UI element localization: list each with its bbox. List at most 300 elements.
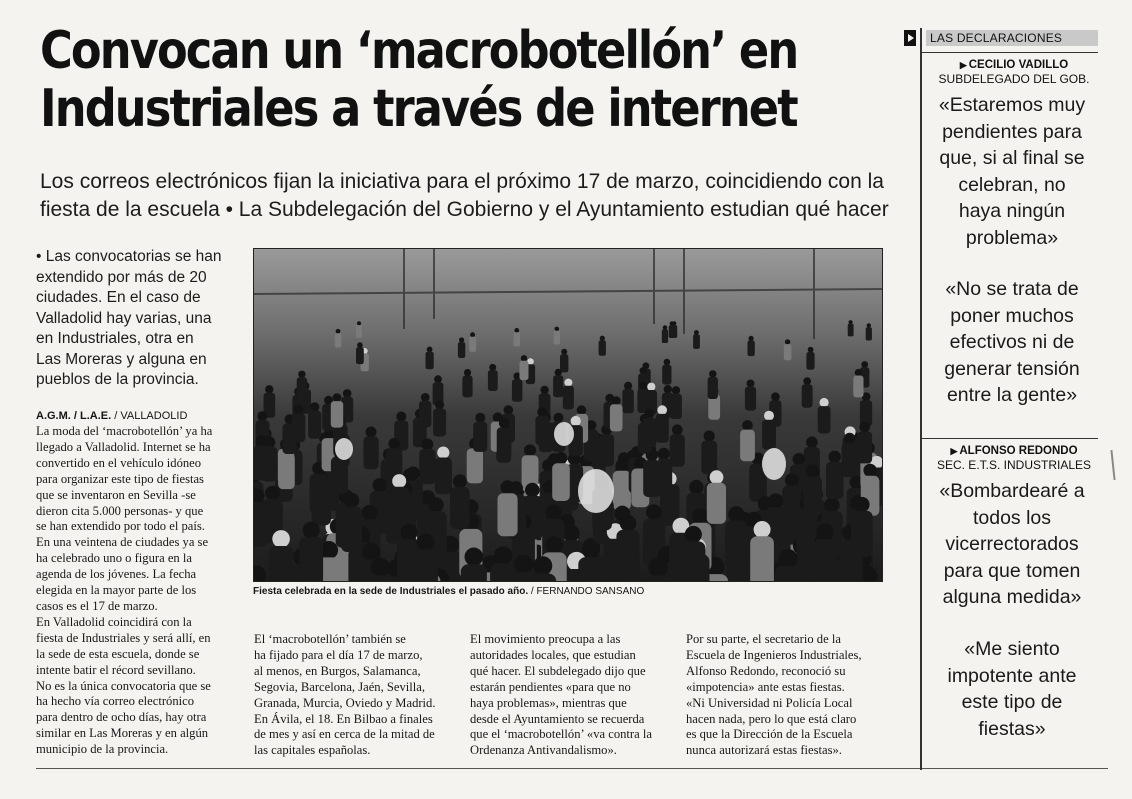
crowd-figure bbox=[504, 405, 514, 415]
crowd-figure-body bbox=[866, 327, 872, 340]
crowd-figure bbox=[555, 327, 560, 332]
crowd-figure-body bbox=[708, 377, 718, 399]
crowd-figure-body bbox=[613, 471, 631, 510]
crowd-figure bbox=[647, 383, 655, 391]
crowd-figure bbox=[768, 493, 783, 508]
crowd-figure-body bbox=[462, 376, 472, 398]
crowd-figure-body bbox=[553, 375, 563, 397]
crowd-figure bbox=[499, 418, 509, 428]
crowd-figure-body bbox=[308, 411, 321, 439]
crowd-figure bbox=[545, 505, 561, 521]
text-line: elegida en la mayor parte de los bbox=[36, 583, 197, 598]
crowd-figure bbox=[806, 465, 819, 478]
crowd-figure-body bbox=[725, 521, 747, 569]
text-line: ha fijado para el día 17 de marzo, bbox=[254, 647, 423, 662]
crowd-figure-body bbox=[784, 344, 792, 360]
crowd-figure-body bbox=[750, 536, 774, 581]
body-column-1 bbox=[36, 424, 248, 758]
body-column-4 bbox=[686, 632, 896, 759]
text-line: las capitales españolas. bbox=[254, 743, 371, 758]
crowd-figure bbox=[453, 474, 467, 488]
crowd-figure bbox=[793, 453, 806, 466]
crowd-figure bbox=[521, 355, 527, 361]
crowd-figure-body bbox=[857, 431, 872, 463]
text-line: es que la Dirección de la Escuela bbox=[686, 727, 853, 742]
subhead-line: Los correos electrónicos fijan la iniciativa para el próximo 17 de marzo, coincidiendo con la bbox=[40, 170, 884, 193]
crowd-figure-body bbox=[802, 384, 813, 408]
byline bbox=[36, 409, 246, 423]
crowd-figure-body bbox=[426, 352, 434, 370]
text-line: para organizar este tipo de fiestas bbox=[36, 471, 204, 486]
text-line: municipio de la provincia. bbox=[36, 742, 169, 757]
crowd-figure-body bbox=[662, 329, 668, 343]
text-line: estarán pendientes «para que no bbox=[470, 679, 631, 694]
crowd-figure-body bbox=[643, 460, 660, 497]
section-marker-icon bbox=[904, 30, 916, 46]
crowd-figure bbox=[646, 504, 662, 520]
crowd-figure-body bbox=[681, 541, 705, 581]
speaker-name: ▶ CECILIO VADILLO bbox=[930, 58, 1098, 72]
crowd-figure-body bbox=[469, 337, 476, 352]
crowd-figure-body bbox=[254, 502, 268, 547]
crowd-figure bbox=[459, 337, 464, 342]
crowd-figure bbox=[388, 438, 400, 450]
headline-line: Convocan un ‘macrobotellón’ en bbox=[40, 21, 798, 81]
text-line: impotente ante bbox=[947, 664, 1077, 687]
crowd-figure bbox=[710, 470, 724, 484]
crowd-figure bbox=[265, 385, 273, 393]
crowd-figure bbox=[747, 380, 755, 388]
text-line: «impotencia» ante estas fiestas. bbox=[686, 679, 845, 694]
crowd-figure bbox=[785, 473, 799, 487]
sidebar-separator bbox=[922, 438, 1098, 439]
crowd-figure bbox=[577, 405, 587, 415]
crowd-figure-body bbox=[643, 418, 657, 448]
crowd-figure bbox=[294, 405, 304, 415]
crowd-figure-body bbox=[297, 377, 307, 399]
body-column-3 bbox=[470, 632, 680, 759]
crowd-figure-body bbox=[258, 446, 274, 481]
byline-authors: A.G.M. / L.A.E. bbox=[36, 410, 112, 422]
crowd-figure bbox=[692, 508, 708, 524]
text-line: para que tomen bbox=[943, 559, 1081, 582]
bottom-rule bbox=[36, 768, 1108, 769]
text-line: de mes y así en cerca de la mitad de bbox=[254, 727, 435, 742]
crowd-figure bbox=[470, 332, 475, 337]
crowd-figure-body bbox=[356, 325, 362, 338]
crowd-figure bbox=[854, 497, 869, 512]
quote-3 bbox=[926, 478, 1098, 611]
crowd-figure bbox=[672, 424, 683, 435]
text-line: se han extendido por todo el país. bbox=[36, 519, 205, 534]
crowd-figure-body bbox=[450, 487, 470, 529]
text-line: dieron cita 5.000 personas- y que bbox=[36, 503, 204, 518]
crowd-figure bbox=[362, 505, 378, 521]
crowd-figure-body bbox=[331, 457, 348, 494]
text-line: poner muchos bbox=[950, 304, 1074, 327]
crowd-figure bbox=[427, 347, 433, 353]
crowd-figure-body bbox=[578, 557, 604, 581]
crowd-figure-body bbox=[637, 389, 648, 413]
sidebar-tag bbox=[904, 30, 1098, 46]
speaker-alfonso-redondo bbox=[930, 444, 1098, 472]
crowd-figure bbox=[657, 405, 667, 415]
crowd-figure-body bbox=[461, 564, 487, 581]
crowd-figure-body bbox=[848, 324, 854, 337]
speaker-name: ▶ ALFONSO REDONDO bbox=[930, 444, 1098, 458]
crowd-figure bbox=[663, 325, 668, 330]
text-line: generar tensión bbox=[944, 357, 1080, 380]
crowd-figure-body bbox=[458, 342, 465, 358]
lead-line: Las Moreras y alguna en bbox=[36, 350, 207, 368]
crowd-figure-body bbox=[853, 376, 863, 398]
text-line: al menos, en Burgos, Salamanca, bbox=[254, 663, 421, 678]
crowd-figure bbox=[808, 347, 814, 353]
crowd-figure bbox=[561, 349, 567, 355]
crowd-figure-body bbox=[413, 550, 438, 582]
crowd-figure bbox=[820, 398, 829, 407]
text-line: hacen nada, pero lo que está claro bbox=[686, 711, 857, 726]
crowd-figure-body bbox=[331, 401, 343, 428]
crowd-figure-body bbox=[818, 406, 831, 433]
photo-caption bbox=[253, 586, 893, 598]
lead-line: pueblos de la provincia. bbox=[36, 371, 199, 388]
crowd-figure bbox=[600, 336, 605, 341]
text-line: Alfonso Redondo, reconoció su bbox=[686, 663, 846, 678]
quote-2 bbox=[926, 276, 1098, 409]
crowd-figure bbox=[373, 478, 387, 492]
crowd-figure bbox=[537, 407, 547, 417]
crowd-figure bbox=[553, 413, 563, 423]
crowd-figure-body bbox=[842, 443, 858, 477]
text-line: El ‘macrobotellón’ también se bbox=[254, 632, 406, 646]
crowd-figure bbox=[421, 393, 430, 402]
text-line: celebran, no bbox=[958, 173, 1066, 196]
crowd-figure bbox=[525, 483, 540, 498]
crowd-figure bbox=[366, 427, 377, 438]
crowd-figure bbox=[563, 525, 580, 542]
crowd-figure-body bbox=[498, 493, 518, 536]
text-line: En Ávila, el 18. En Bilbao a finales bbox=[254, 711, 433, 726]
text-line: agenda de los jóvenes. La fecha bbox=[36, 567, 197, 582]
crowd-figure bbox=[417, 534, 435, 552]
crowd-figure bbox=[500, 480, 514, 494]
crowd-figure-body bbox=[670, 434, 685, 467]
speaker-role: SUBDELEGADO DEL GOB. bbox=[938, 72, 1090, 86]
text-line: No es la única convocatoria que se bbox=[36, 678, 211, 693]
text-line: pendientes para bbox=[942, 120, 1082, 143]
text-line: haya problemas», mientras que bbox=[470, 695, 627, 710]
lead-line: • Las convocatorias se han bbox=[36, 248, 222, 265]
text-line: haya ningún bbox=[958, 200, 1066, 222]
crowd-figure bbox=[344, 493, 359, 508]
crowd-figure bbox=[728, 506, 744, 522]
crowd-figure bbox=[357, 342, 363, 348]
text-line: que se inventaron en Sevilla -se bbox=[36, 487, 196, 502]
text-line: fiesta de Industriales y será allí, en bbox=[36, 630, 211, 645]
crowd-figure bbox=[855, 369, 862, 376]
crowd-figure bbox=[434, 375, 442, 383]
crowd-figure bbox=[371, 558, 390, 577]
text-line: convertido en el vehículo idóneo bbox=[36, 455, 202, 470]
crowd-figure-body bbox=[514, 332, 521, 346]
crowd-figure bbox=[540, 386, 548, 394]
crowd-figure bbox=[709, 370, 716, 377]
crowd-figure bbox=[816, 524, 833, 541]
crowd-figure-body bbox=[745, 387, 756, 411]
crowd-figure-body bbox=[701, 441, 717, 475]
crowd-figure bbox=[658, 448, 670, 460]
sidebar-tag-label: LAS DECLARACIONES bbox=[926, 30, 1098, 46]
crowd-figure-body bbox=[599, 434, 614, 466]
text-line: Por su parte, el secretario de la bbox=[686, 632, 841, 646]
byline-location: / VALLADOLID bbox=[111, 410, 188, 422]
crowd-figure bbox=[664, 385, 672, 393]
crowd-figure bbox=[392, 474, 406, 488]
crowd-figure bbox=[829, 451, 841, 463]
crowd-figure bbox=[624, 382, 632, 390]
text-line: este tipo de bbox=[961, 691, 1063, 713]
crowd-figure bbox=[849, 320, 853, 324]
crowd-photo bbox=[253, 248, 883, 582]
crowd-figure-body bbox=[748, 341, 755, 357]
crowd-figure bbox=[571, 416, 581, 426]
text-line: «Me siento bbox=[964, 638, 1060, 660]
crowd-figure bbox=[555, 452, 568, 465]
text-line: que el ‘macrobotellón’ «va contra la bbox=[470, 727, 652, 742]
crowd-figure bbox=[672, 386, 680, 394]
crowd-figure-body bbox=[762, 420, 776, 450]
crowd-figure bbox=[639, 382, 647, 390]
crowd-figure-body bbox=[299, 537, 323, 581]
text-line: Granada, Murcia, Oviedo y Madrid. bbox=[254, 695, 436, 710]
text-line: intente batir el récord sevillano. bbox=[36, 662, 196, 677]
crowd-figure bbox=[764, 411, 774, 421]
crowd-figure bbox=[401, 524, 418, 541]
text-line: Segovia, Barcelona, Jaén, Sevilla, bbox=[254, 679, 426, 694]
sidebar-separator bbox=[922, 52, 1098, 53]
crowd-figure-body bbox=[473, 422, 487, 452]
text-line: Ordenanza Antivandalismo». bbox=[470, 743, 617, 758]
crowd-figure-body bbox=[775, 566, 801, 581]
crowd-figure-body bbox=[419, 449, 435, 484]
text-line: vicerrectorados bbox=[945, 533, 1079, 555]
crowd-figure-body bbox=[655, 414, 668, 443]
crowd-figure-body bbox=[616, 530, 639, 580]
crowd-figure bbox=[343, 389, 352, 398]
crowd-figure bbox=[422, 439, 434, 451]
crowd-figure bbox=[863, 464, 876, 477]
text-line: La moda del ‘macrobotellón’ ya ha bbox=[36, 424, 213, 438]
crowd-figure bbox=[694, 330, 699, 335]
crowd-figure-body bbox=[278, 449, 294, 484]
crowd-figure bbox=[555, 369, 562, 376]
crowd-figure-body bbox=[341, 507, 362, 553]
crowd-figure-body bbox=[599, 340, 606, 356]
crowd-figure bbox=[357, 321, 361, 325]
crowd-figure bbox=[704, 431, 715, 442]
crowd-figure bbox=[685, 526, 702, 543]
crowd-figure bbox=[620, 515, 637, 532]
text-line: entre la gente» bbox=[946, 384, 1078, 406]
text-line: que, si al final se bbox=[939, 147, 1085, 169]
crowd-figure-body bbox=[552, 463, 570, 501]
lead-line: Valladolid hay varias, una bbox=[36, 309, 212, 327]
crowd-figure bbox=[615, 459, 628, 472]
crowd-figure-body bbox=[488, 370, 498, 391]
text-line: la sede de esta escuela, donde se bbox=[36, 646, 200, 661]
crowd-figure bbox=[494, 546, 513, 565]
photo-caption-text: Fiesta celebrada en la sede de Industriales el pasado año. bbox=[253, 586, 529, 597]
crowd-figure-body bbox=[419, 401, 431, 428]
crowd-figure-body bbox=[356, 347, 364, 364]
crowd-figure bbox=[867, 323, 871, 327]
text-line: qué hacer. El subdelegado dijo que bbox=[470, 663, 646, 678]
text-line: En Valladolid coincidirá con la bbox=[36, 614, 192, 629]
crowd-figure-body bbox=[560, 354, 568, 372]
lead-line: ciudades. En el caso de bbox=[36, 289, 201, 306]
crowd-figure bbox=[742, 420, 753, 431]
crowd-figure-body bbox=[512, 379, 523, 402]
crowd-figure bbox=[785, 339, 790, 344]
text-line: El movimiento preocupa a las bbox=[470, 632, 621, 646]
body-column-2 bbox=[254, 632, 464, 759]
crowd-figure bbox=[754, 521, 771, 538]
crowd-figure bbox=[336, 329, 341, 334]
crowd-figure bbox=[640, 367, 647, 374]
text-line: desde el Ayuntamiento se recuerda bbox=[470, 711, 645, 726]
crowd-figure-body bbox=[669, 325, 675, 338]
sidebar-divider bbox=[920, 28, 922, 770]
crowd-figure bbox=[310, 402, 319, 411]
crowd-figure-body bbox=[310, 474, 329, 514]
crowd-figure bbox=[803, 377, 811, 385]
quote-1 bbox=[926, 92, 1098, 251]
crowd-figure bbox=[861, 361, 868, 368]
crowd-figure-body bbox=[335, 333, 342, 347]
text-line: para dentro de ocho días, hay otra bbox=[36, 710, 207, 725]
crowd-figure-body bbox=[806, 352, 814, 370]
subheadline bbox=[40, 168, 889, 224]
crowd-figure bbox=[524, 444, 536, 456]
crowd-figure-body bbox=[813, 539, 837, 581]
crowd-figure bbox=[749, 336, 754, 341]
crowd-figure bbox=[464, 369, 471, 376]
crowd-figure bbox=[612, 396, 621, 405]
text-line: fiestas» bbox=[978, 717, 1046, 740]
crowd-figure bbox=[670, 321, 674, 325]
crowd-figure bbox=[859, 422, 870, 433]
crowd-figure-body bbox=[269, 546, 294, 581]
crowd-figure bbox=[545, 536, 563, 554]
crowd-figure bbox=[533, 556, 552, 575]
subhead-line: fiesta de la escuela • La Subdelegación del Gobierno y el Ayuntamiento estudian qué hacer bbox=[40, 198, 889, 221]
crowd-figure bbox=[514, 555, 533, 574]
crowd-figure-body bbox=[740, 430, 755, 462]
crowd-figure bbox=[824, 497, 839, 512]
text-line: problema» bbox=[965, 226, 1059, 249]
text-line: ha hecho vía correo electrónico bbox=[36, 694, 195, 709]
text-line: similar en Las Moreras y en algún bbox=[36, 726, 209, 741]
crowd-figure-body bbox=[851, 511, 873, 557]
scan-edge-mark bbox=[1110, 450, 1115, 480]
crowd-figure-body bbox=[529, 574, 556, 582]
crowd-figure bbox=[475, 413, 485, 423]
crowd-figure-body bbox=[563, 386, 574, 410]
crowd-figure-body bbox=[610, 404, 623, 431]
text-line: nunca autorizará estas fiestas». bbox=[686, 743, 842, 758]
crowd-figure-body bbox=[662, 365, 671, 385]
crowd-figure bbox=[257, 411, 267, 421]
crowd-figure bbox=[435, 400, 444, 409]
crowd-figure bbox=[303, 522, 320, 539]
crowd-figure bbox=[465, 548, 484, 567]
crowd-figure bbox=[437, 447, 449, 459]
crowd-figure bbox=[489, 364, 496, 371]
crowd-figure-body bbox=[497, 427, 512, 458]
text-line: autoridades locales, que estudian bbox=[470, 647, 636, 662]
crowd-figure bbox=[645, 409, 655, 419]
text-line: todos los bbox=[972, 506, 1052, 529]
speaker-cecilio-vadillo bbox=[930, 58, 1098, 86]
text-line: efectivos ni de bbox=[949, 331, 1075, 353]
crowd-figure-body bbox=[535, 416, 549, 445]
crowd-figure-body bbox=[622, 389, 633, 413]
text-line: «No se trata de bbox=[945, 278, 1079, 300]
crowd-figure-body bbox=[803, 477, 822, 517]
text-line: llegado a Valladolid. Internet se ha bbox=[36, 439, 211, 454]
crowd-figure-body bbox=[363, 436, 378, 469]
crowd-figure-body bbox=[433, 409, 446, 437]
text-line: Escuela de Ingenieros Industriales, bbox=[686, 647, 862, 662]
lead-line: en Industriales, otra en bbox=[36, 330, 194, 347]
crowd-figure-body bbox=[467, 448, 483, 483]
text-line: alguna medida» bbox=[942, 586, 1082, 608]
crowd-figure bbox=[261, 435, 273, 447]
crowd-figure bbox=[298, 371, 305, 378]
crowd-figure-body bbox=[520, 361, 529, 380]
text-line: ha celebrado uno o figura en la bbox=[36, 551, 192, 566]
photo-credit: / FERNANDO SANSANO bbox=[528, 586, 645, 597]
speaker-role: SEC. E.T.S. INDUSTRIALES bbox=[936, 458, 1092, 472]
text-line: «Ni Universidad ni Policía Local bbox=[686, 695, 853, 710]
crowd-figure bbox=[333, 393, 342, 402]
crowd-figure bbox=[779, 549, 798, 568]
headline-line: Industriales a través de internet bbox=[40, 79, 797, 139]
crowd-figure bbox=[844, 433, 855, 444]
crowd-figure-body bbox=[693, 334, 700, 349]
text-line: «Estaremos muy bbox=[938, 94, 1086, 116]
text-line: En una veintena de ciudades ya se bbox=[36, 535, 209, 550]
crowd-figure-body bbox=[292, 413, 305, 442]
text-line: «Bombardearé a bbox=[939, 480, 1085, 502]
crowd-figure bbox=[272, 530, 290, 548]
crowd-photo-image bbox=[254, 249, 882, 581]
crowd-figure bbox=[648, 558, 667, 577]
crowd-figure bbox=[396, 412, 406, 422]
crowd-figure bbox=[664, 359, 671, 366]
crowd-figure bbox=[514, 328, 519, 333]
headline bbox=[40, 21, 798, 139]
crowd-figure bbox=[564, 379, 572, 387]
crowd-figure-body bbox=[707, 483, 726, 524]
crowd-figure bbox=[771, 392, 780, 401]
crowd-figure-body bbox=[435, 458, 452, 495]
crowd-figure-body bbox=[389, 487, 409, 529]
lead-line: extendido por más de 20 bbox=[36, 268, 207, 286]
crowd-figure bbox=[689, 480, 703, 494]
crowd-figure-body bbox=[826, 462, 844, 499]
